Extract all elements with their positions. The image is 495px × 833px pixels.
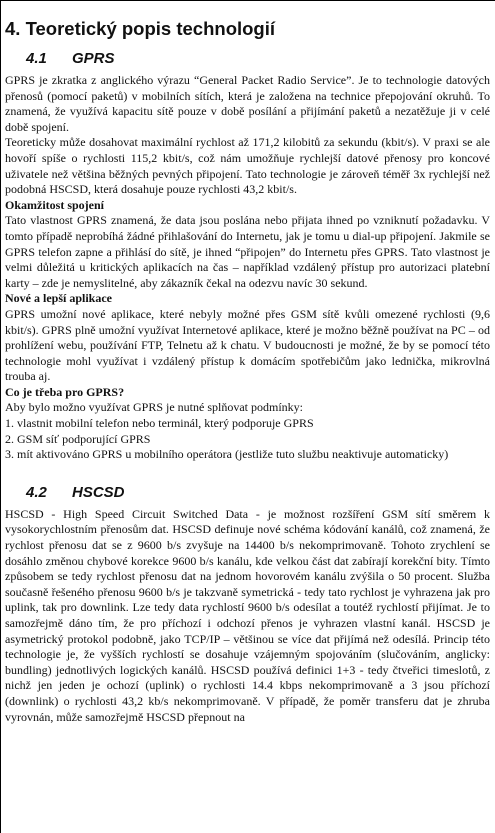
paragraph: HSCSD - High Speed Circuit Switched Data - je možnost rozšíření GSM sítí směrem k vysokorychlostním přenosům dat. HSCSD definuje nové schéma kódování kanálů, což znamená, že rychlost přenosu dat se z 9600 b/s zvyšuje na 14400 b/s nekomprimovaně. Tohoto zrychlení se dosáhlo změnou chybové korekce 9600 b/s kanálu, kde velkou část dat zabírají korekční bity. Tímto způsobem se tedy rychlost přenosu dat na jednom hovorovém kanálu zvýšila o 50 procent. Služba současně řešeného přenosu 9600 b/s je takzvaně symetrická - tedy tato rychlost je vyhrazena jak pro uplink, tak pro downlink. Lze tedy data rychlostí 9600 b/s odesílat a toutéž rychlostí přijímat. Je to samozřejmě dáno tím, že pro příchozí i odchozí přenos je vyhrazen vlastní kanál. HSCSD je asymetrický protokol podobně, jako TCP/IP – většinou se více dat přijímá než odesílá. Princip této technologie je, že vyšších rychlostí se dosahuje vzájemným spojováním (slučováním, anglicky: bundling) jednotlivých logických kanálů. HSCSD používá definici 1+3 - tedy čtveřici timeslotů, z nichž jen jeden je ochozí (uplink) o rychlosti 14.4 kbps nekomprimovaně a 3 jsou příchozí (downlink) o rychlosti 43,2 kb/s nekomprimovaně. V případě, že poměr transferu dat je zhruba vyrovnán, může samozřejmě HSCSD přepnout na <box>5 506 490 724</box>
section-heading-hscsd <box>5 484 490 502</box>
subheading: Okamžitost spojení <box>5 197 104 212</box>
section-number: 4.1 <box>26 50 47 67</box>
section-heading-gprs <box>5 50 490 68</box>
subheading: Nové a lepší aplikace <box>5 291 112 306</box>
subheading: Co je třeba pro GPRS? <box>5 384 125 399</box>
document-content <box>5 4 490 725</box>
page-top-border <box>0 0 495 1</box>
section-number: 4.2 <box>26 483 47 501</box>
page-left-border <box>0 0 1 833</box>
requirements-list <box>5 400 490 462</box>
paragraph: GPRS umožní nové aplikace, které nebyly možné přes GSM sítě kvůli omezené rychlosti (9,6 kbit/s). GPRS plně umožní využívat Internetové aplikace, které je možno běžně používat na PC – od prohlížení webu, používání FTP, Telnetu až k chatu. V budoucnosti je možné, že by se pomocí této technologie mohl využívat i vzdálený přístup k domácím spotřebičům jako lednička, mikrovlná trouba aj. <box>5 306 490 384</box>
chapter-title: 4. Teoretický popis technologií <box>5 18 276 39</box>
list-intro: Aby bylo možno využívat GPRS je nutné splňovat podmínky: <box>5 400 303 415</box>
list-item: 1. vlastnit mobilní telefon nebo terminál, který podporuje GPRS <box>5 416 314 431</box>
paragraph: Teoreticky může dosahovat maximální rychlost až 171,2 kilobitů za sekundu (kbit/s). V praxi se ale hovoří spíše o rychlosti 115,2 kbit/s, což nám umožňuje rychlejší datové přenosy pro koncové uživatele než většina běžných pevných připojení. Tato technologie je zároveň téměř 3x rychlejší než podobná HSCSD, která dosahuje pouze rychlosti 43,2 kbit/s. <box>5 135 490 197</box>
section-title: GPRS <box>72 50 115 67</box>
paragraph: GPRS je zkratka z anglického výrazu “General Packet Radio Service”. Je to technologie datových přenosů (pomocí paketů) v mobilních sítích, která je založena na technice přepojování okruhů. To znamená, že využívá kapacitu sítě pouze v době posílání a přijímání paketů a nezatěžuje ji v celé době spojení. <box>5 73 490 134</box>
section-title: HSCSD <box>72 483 125 501</box>
paragraph: Tato vlastnost GPRS znamená, že data jsou poslána nebo přijata ihned po vzniknutí požadavku. V tomto případě neprobíhá žádné přihlašování do Internetu, jak je tomu u dial-up připojení. Jakmile se GPRS telefon zapne a přihlásí do sítě, je ihned “připojen” do Internetu přes GPRS. Tato vlastnost je velmi důležitá u kritických aplikacích na čas – například vzdálený přístup pro autorizaci platební karty – zde je nemyslitelné, aby zákazník čekal na odezvu navíc 30 sekund. <box>5 213 490 290</box>
list-item: 2. GSM síť podporující GPRS <box>5 431 151 446</box>
list-item: 3. mít aktivováno GPRS u mobilního operátora (jestliže tuto službu neaktivuje automaticky) <box>5 447 449 462</box>
